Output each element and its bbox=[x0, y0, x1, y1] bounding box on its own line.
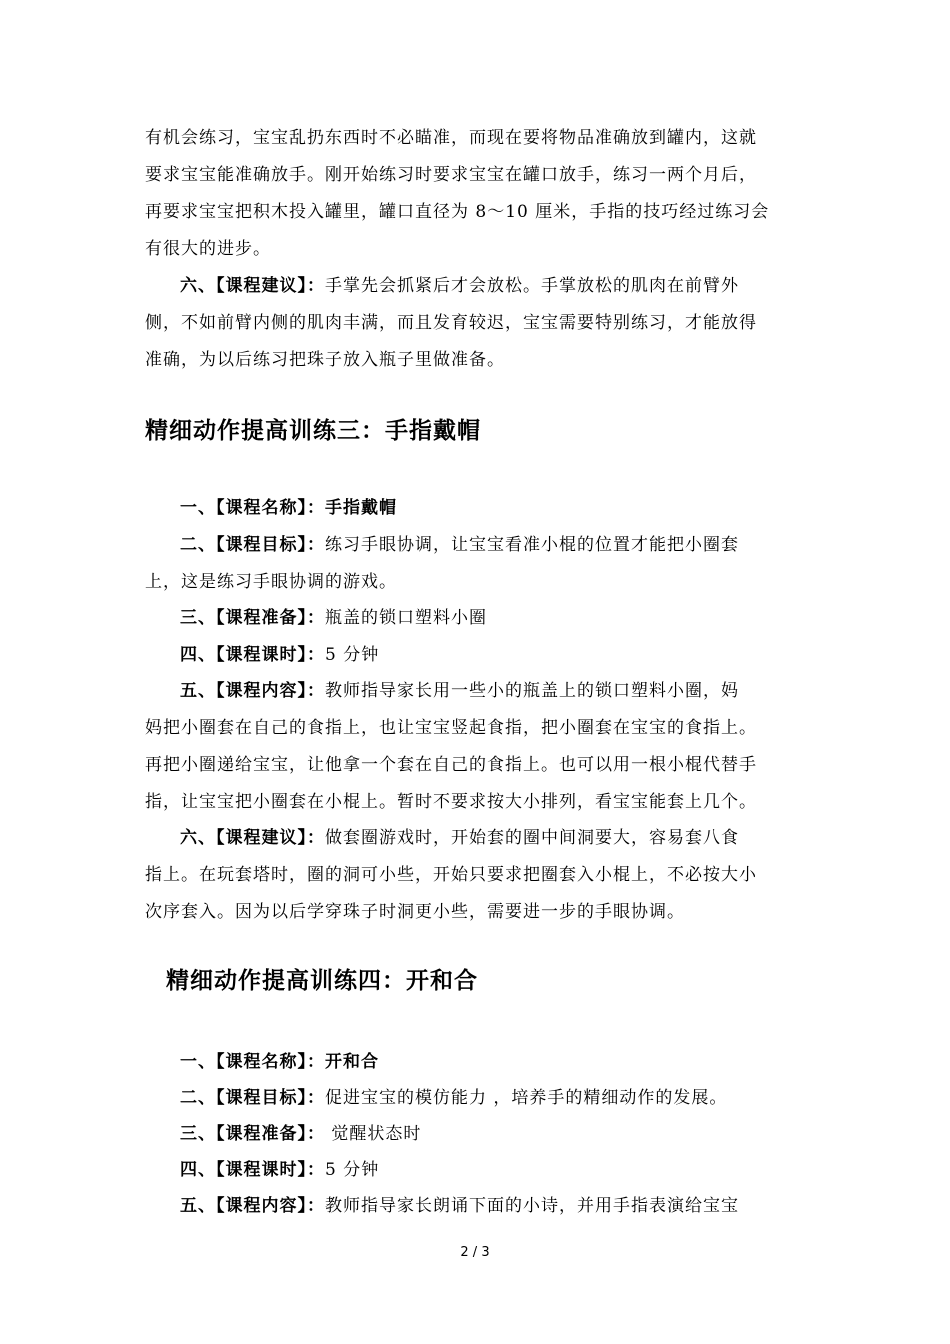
course-content-item bbox=[180, 1194, 739, 1218]
item-text: 促进宝宝的模仿能力 ，培养手的精细动作的发展。 bbox=[325, 1088, 728, 1108]
item-text: 教师指导家长朗诵下面的小诗，并用手指表演给宝宝 bbox=[325, 1196, 739, 1216]
course-name-item bbox=[180, 496, 397, 520]
item-text: 开和合 bbox=[325, 1052, 379, 1072]
course-goal-item bbox=[180, 533, 739, 557]
item-text: 做套圈游戏时，开始套的圈中间洞要大，容易套八食 bbox=[325, 828, 739, 848]
item-label: 三、【课程准备】： bbox=[180, 608, 325, 628]
paragraph-line: 上，这是练习手眼协调的游戏。 bbox=[145, 572, 397, 592]
item-label: 二、【课程目标】： bbox=[180, 1088, 325, 1108]
item-text: 教师指导家长用一些小的瓶盖上的锁口塑料小圈，妈 bbox=[325, 681, 739, 701]
item-text: 手掌先会抓紧后才会放松。手掌放松的肌肉在前臂外 bbox=[325, 276, 739, 296]
course-name-item bbox=[180, 1050, 379, 1074]
item-label: 一、【课程名称】： bbox=[180, 1052, 325, 1072]
item-text: 练习手眼协调，让宝宝看准小棍的位置才能把小圈套 bbox=[325, 535, 739, 555]
item-text: 5 分钟 bbox=[325, 645, 380, 665]
paragraph-line: 再要求宝宝把积木投入罐里，罐口直径为 8～10 厘米，手指的技巧经过练习会 bbox=[145, 202, 770, 222]
paragraph-line: 次序套入。因为以后学穿珠子时洞更小些，需要进一步的手眼协调。 bbox=[145, 902, 685, 922]
course-time-item bbox=[180, 1158, 379, 1182]
paragraph-line: 再把小圈递给宝宝，让他拿一个套在自己的食指上。也可以用一根小棍代替手 bbox=[145, 755, 757, 775]
item-label: 四、【课程课时】： bbox=[180, 645, 325, 665]
course-goal-item bbox=[180, 1086, 727, 1110]
advice-item bbox=[180, 274, 739, 298]
paragraph-line: 侧，不如前臂内侧的肌肉丰满，而且发育较迟，宝宝需要特别练习，才能放得 bbox=[145, 313, 757, 333]
paragraph-line: 准确，为以后练习把珠子放入瓶子里做准备。 bbox=[145, 350, 505, 370]
item-text: 手指戴帽 bbox=[325, 498, 397, 518]
course-time-item bbox=[180, 643, 379, 667]
item-label: 五、【课程内容】： bbox=[180, 1196, 325, 1216]
paragraph-line: 妈把小圈套在自己的食指上，也让宝宝竖起食指，把小圈套在宝宝的食指上。 bbox=[145, 718, 757, 738]
paragraph-line: 指，让宝宝把小圈套在小棍上。暂时不要求按大小排列，看宝宝能套上几个。 bbox=[145, 792, 757, 812]
item-label: 五、【课程内容】： bbox=[180, 681, 325, 701]
course-advice-item bbox=[180, 826, 739, 850]
paragraph-line: 要求宝宝能准确放手。刚开始练习时要求宝宝在罐口放手，练习一两个月后， bbox=[145, 165, 757, 185]
item-label: 四、【课程课时】： bbox=[180, 1160, 325, 1180]
page-number: 2 / 3 bbox=[460, 1245, 490, 1260]
paragraph-line: 有机会练习，宝宝乱扔东西时不必瞄准，而现在要将物品准确放到罐内，这就 bbox=[145, 128, 757, 148]
course-prep-item bbox=[180, 1122, 421, 1146]
item-label: 六、【课程建议】： bbox=[180, 828, 325, 848]
paragraph-line: 有很大的进步。 bbox=[145, 239, 271, 259]
item-label: 六、【课程建议】： bbox=[180, 276, 325, 296]
item-label: 一、【课程名称】： bbox=[180, 498, 325, 518]
course-content-item bbox=[180, 679, 739, 703]
item-label: 三、【课程准备】： bbox=[180, 1124, 325, 1144]
course-prep-item bbox=[180, 606, 487, 630]
item-text: 瓶盖的锁口塑料小圈 bbox=[325, 608, 487, 628]
paragraph-line: 指上。在玩套塔时，圈的洞可小些，开始只要求把圈套入小棍上，不必按大小 bbox=[145, 865, 757, 885]
item-text: 5 分钟 bbox=[325, 1160, 380, 1180]
section-title: 精细动作提高训练四：开和合 bbox=[166, 967, 478, 994]
item-text: 觉醒状态时 bbox=[325, 1124, 422, 1144]
item-label: 二、【课程目标】： bbox=[180, 535, 325, 555]
section-title: 精细动作提高训练三：手指戴帽 bbox=[145, 417, 481, 444]
